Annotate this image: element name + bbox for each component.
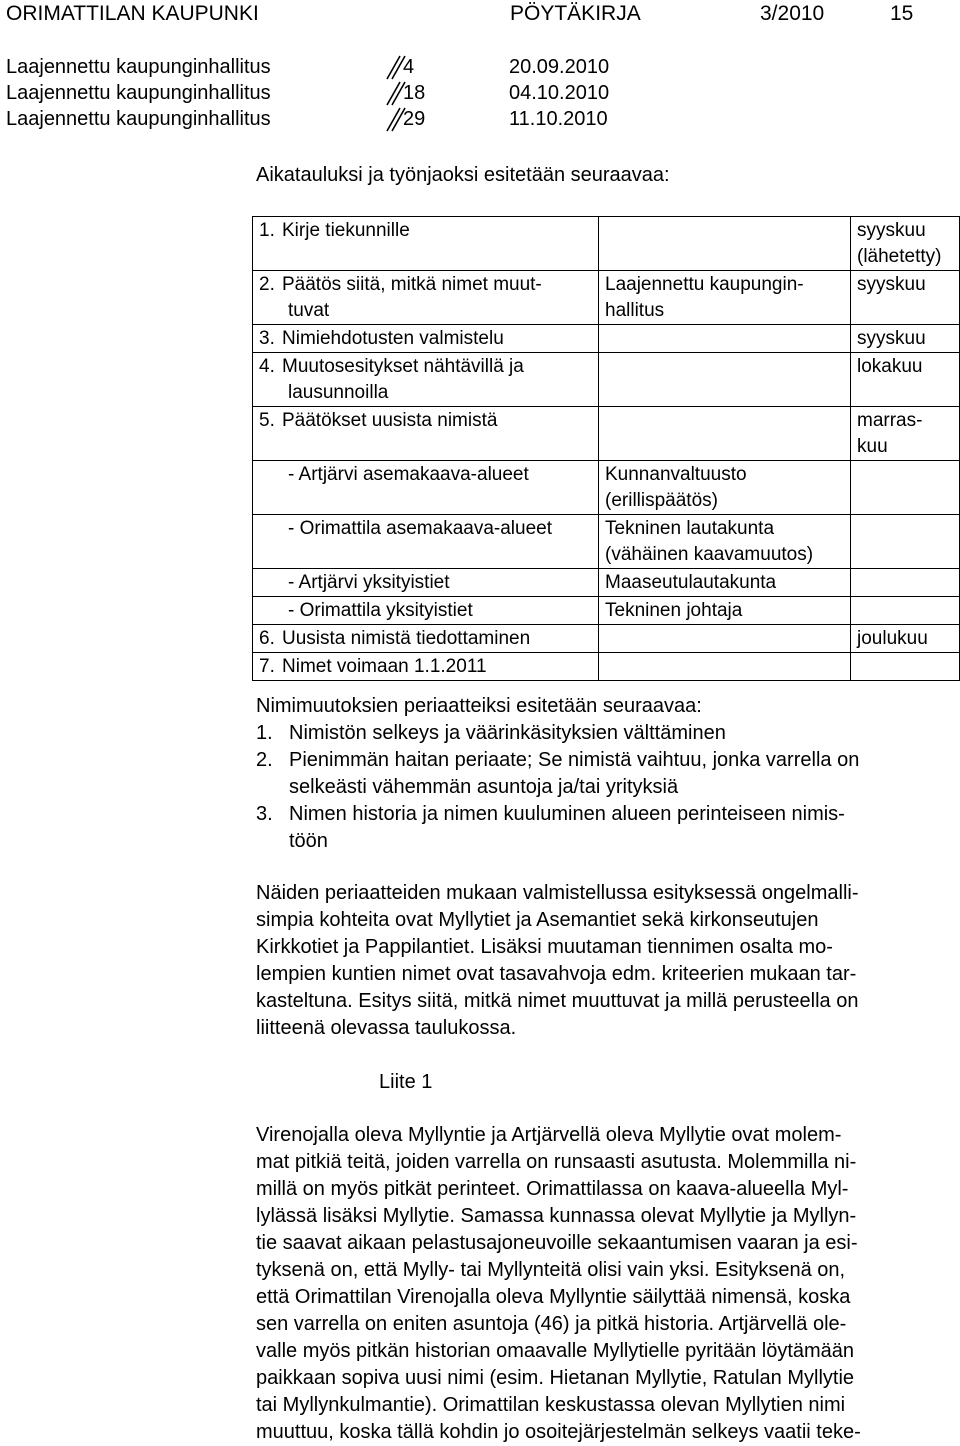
paragraph-line: tyksenä on, että Mylly- tai Myllynteitä olisi vain yksi. Esityksenä on,: [256, 1259, 846, 1281]
table-row: [253, 271, 960, 325]
table-row: [253, 325, 960, 353]
table-row: [253, 461, 960, 515]
meeting-date: 20.09.2010: [509, 56, 610, 78]
task-text: Päätös siitä, mitkä nimet muut-: [282, 274, 542, 295]
table-row: [253, 653, 960, 681]
task-text: - Artjärvi yksityistiet: [288, 572, 450, 593]
responsible-cell: [599, 271, 851, 325]
timing-cell: [851, 271, 960, 325]
task-cell: [253, 569, 599, 597]
table-row: [253, 353, 960, 407]
list-item-cont: töön: [289, 830, 328, 852]
timing-cell: [851, 217, 960, 271]
timing-cell: [851, 353, 960, 407]
paragraph-line: että Orimattilan Virenojalla oleva Myllyntie säilyttää nimensä, koska: [256, 1286, 851, 1308]
timing-cell: [851, 569, 960, 597]
paragraph-line: Kirkkotiet ja Pappilantiet. Lisäksi muutaman tiennimen osalta mo-: [256, 936, 833, 958]
responsible-text: Tekninen lautakunta: [605, 518, 775, 539]
responsible-cell: [599, 625, 851, 653]
list-item: Nimistön selkeys ja väärinkäsityksien välttäminen: [289, 722, 726, 744]
task-cell: [253, 271, 599, 325]
task-text: - Orimattila yksityistiet: [288, 600, 473, 621]
list-item: Nimen historia ja nimen kuuluminen alueen perinteiseen nimis-: [289, 803, 845, 825]
timing-cell: [851, 407, 960, 461]
task-text: - Artjärvi asemakaava-alueet: [288, 464, 529, 485]
meeting-section: 4: [403, 56, 415, 78]
meeting-body: Laajennettu kaupunginhallitus: [6, 82, 271, 104]
task-text-cont: tuvat: [288, 300, 330, 321]
paragraph-line: kasteltuna. Esitys siitä, mitkä nimet muuttuvat ja millä perusteella on: [256, 990, 859, 1012]
task-text-cont: lausunnoilla: [288, 382, 389, 403]
responsible-cell: [599, 461, 851, 515]
responsible-cell: [599, 569, 851, 597]
list-item: Pienimmän haitan periaate; Se nimistä vaihtuu, jonka varrella on: [289, 749, 860, 771]
task-cell: [253, 217, 599, 271]
responsible-text: Maaseutulautakunta: [605, 572, 777, 593]
row-number: 4.: [259, 356, 275, 377]
row-number: 7.: [259, 656, 275, 677]
body-paragraph: [256, 880, 956, 1042]
meeting-body: Laajennettu kaupunginhallitus: [6, 56, 271, 78]
paragraph-line: Näiden periaatteiden mukaan valmistellussa esityksessä ongelmalli-: [256, 882, 859, 904]
task-text: Uusista nimistä tiedottaminen: [282, 628, 531, 649]
paragraph-line: muuttuu, koska tällä kohdin jo osoitejärjestelmän selkeys vaatii teke-: [256, 1421, 861, 1443]
table-row: [253, 407, 960, 461]
document-type: PÖYTÄKIRJA: [510, 2, 641, 25]
paragraph-line: lylässä lisäksi Myllytie. Samassa kunnassa olevat Myllytie ja Myllyn-: [256, 1205, 857, 1227]
paragraph-line: simpia kohteita ovat Myllytiet ja Asemantiet sekä kirkonseutujen: [256, 909, 819, 931]
responsible-cell: [599, 515, 851, 569]
responsible-text-cont: (vähäinen kaavamuutos): [605, 544, 814, 565]
attachment-reference: Liite 1: [379, 1071, 433, 1093]
table-row: [253, 625, 960, 653]
paragraph-line: paikkaan sopiva uusi nimi (esim. Hietanan Myllytie, Ratulan Myllytie: [256, 1367, 855, 1389]
timing-text: syyskuu: [857, 328, 926, 349]
list-number: 2.: [256, 749, 273, 771]
timing-cell: [851, 597, 960, 625]
list-number: 1.: [256, 722, 273, 744]
task-text: Muutosesitykset nähtävillä ja: [282, 356, 524, 377]
responsible-cell: [599, 217, 851, 271]
meeting-date: 04.10.2010: [509, 82, 610, 104]
responsible-cell: [599, 353, 851, 407]
responsible-text-cont: hallitus: [605, 300, 665, 321]
meeting-body: Laajennettu kaupunginhallitus: [6, 108, 271, 130]
task-cell: [253, 407, 599, 461]
page-number: 15: [890, 2, 914, 25]
paragraph-line: sen varrella on eniten asuntoja (46) ja pitkä historia. Artjärvellä ole-: [256, 1313, 847, 1335]
principles-heading: Nimimuutoksien periaatteiksi esitetään seuraavaa:: [256, 695, 702, 717]
row-number: 2.: [259, 274, 275, 295]
row-number: 3.: [259, 328, 275, 349]
task-text: Kirje tiekunnille: [282, 220, 410, 241]
responsible-text-cont: (erillispäätös): [605, 490, 718, 511]
task-text: - Orimattila asemakaava-alueet: [288, 518, 552, 539]
document-number: 3/2010: [760, 2, 825, 25]
table-row: [253, 217, 960, 271]
timing-text: lokakuu: [857, 356, 923, 377]
timing-cell: [851, 515, 960, 569]
task-cell: [253, 461, 599, 515]
timing-cell: [851, 461, 960, 515]
table-row: [253, 597, 960, 625]
task-text: Nimiehdotusten valmistelu: [282, 328, 504, 349]
paragraph-line: mat pitkiä teitä, joiden varrella on runsaasti asutusta. Molemmilla ni-: [256, 1151, 857, 1173]
table-row: [253, 569, 960, 597]
responsible-cell: [599, 407, 851, 461]
task-cell: [253, 353, 599, 407]
timing-note: (lähetetty): [857, 246, 942, 267]
responsible-text: Laajennettu kaupungin-: [605, 274, 804, 295]
body-paragraph: [256, 1122, 956, 1446]
meeting-section: 18: [403, 82, 426, 104]
task-cell: [253, 325, 599, 353]
row-number: 6.: [259, 628, 275, 649]
list-number: 3.: [256, 803, 273, 825]
task-cell: [253, 653, 599, 681]
task-cell: [253, 515, 599, 569]
task-cell: [253, 625, 599, 653]
paragraph-line: lempien kuntien nimet ovat tasavahvoja edm. kriteerien mukaan tar-: [256, 963, 857, 985]
meeting-section: 29: [403, 108, 426, 130]
paragraph-line: Virenojalla oleva Myllyntie ja Artjärvellä oleva Myllytie ovat molem-: [256, 1124, 842, 1146]
row-number: 5.: [259, 410, 275, 431]
timing-text: syyskuu: [857, 220, 926, 241]
responsible-text: Kunnanvaltuusto: [605, 464, 747, 485]
responsible-cell: [599, 325, 851, 353]
schedule-table: [252, 216, 960, 681]
task-text: Nimet voimaan 1.1.2011: [282, 656, 487, 677]
timing-cell: [851, 653, 960, 681]
timing-cell: [851, 325, 960, 353]
timing-text: marras-: [857, 410, 923, 431]
responsible-cell: [599, 597, 851, 625]
paragraph-line: tie saavat aikaan pelastusajoneuvoille sekaantumisen vaaran ja esi-: [256, 1232, 858, 1254]
task-cell: [253, 597, 599, 625]
paragraph-line: millä on myös pitkät perinteet. Orimattilassa on kaava-alueella Myl-: [256, 1178, 849, 1200]
timing-cell: [851, 625, 960, 653]
list-item-cont: selkeästi vähemmän asuntoja ja/tai yrityksiä: [289, 776, 679, 798]
paragraph-line: tai Myllynkulmantie). Orimattilan keskustassa olevan Myllytien nimi: [256, 1394, 846, 1416]
timing-text: syyskuu: [857, 274, 926, 295]
paragraph-line: liitteenä olevassa taulukossa.: [256, 1017, 517, 1039]
paragraph-line: valle myös pitkän historian omaavalle Myllytielle pyritään löytämään: [256, 1340, 855, 1362]
timing-text-cont: kuu: [857, 436, 888, 457]
timing-text: joulukuu: [857, 628, 928, 649]
responsible-text: Tekninen johtaja: [605, 600, 743, 621]
intro-text: Aikatauluksi ja työnjaoksi esitetään seuraavaa:: [256, 164, 670, 186]
responsible-cell: [599, 653, 851, 681]
meeting-date: 11.10.2010: [509, 108, 608, 130]
table-row: [253, 515, 960, 569]
row-number: 1.: [259, 220, 275, 241]
organization-name: ORIMATTILAN KAUPUNKI: [6, 2, 259, 25]
task-text: Päätökset uusista nimistä: [282, 410, 498, 431]
